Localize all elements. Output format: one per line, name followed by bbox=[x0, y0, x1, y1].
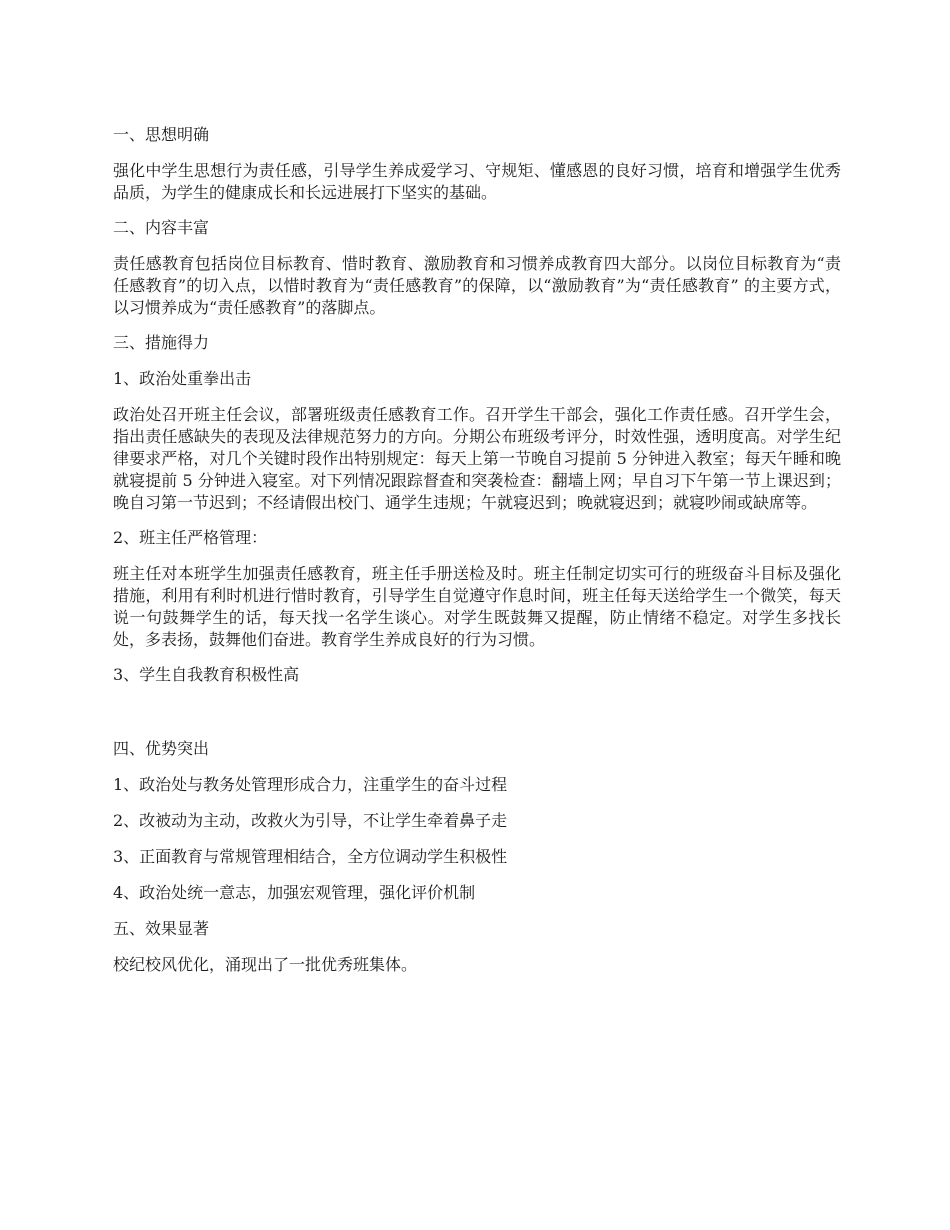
document-page bbox=[113, 124, 841, 990]
paragraph-3-2: 班主任对本班学生加强责任感教育，班主任手册送检及时。班主任制定切实可行的班级奋斗目标及强化措施，利用有利时机进行惜时教育，引导学生自觉遵守作息时间，班主任每天送给学生一个微笑，每天说一句鼓舞学生的话，每天找一名学生谈心。对学生既鼓舞又提醒，防止情绪不稳定。对学生多找长处，多表扬，鼓舞他们奋进。教育学生养成良好的行为习惯。 bbox=[113, 564, 841, 649]
section-heading-2: 二、内容丰富 bbox=[113, 218, 210, 237]
subheading-3-2: 2、班主任严格管理： bbox=[113, 528, 268, 547]
blank-line bbox=[113, 700, 841, 738]
list-item-4-2: 2、改被动为主动，改救火为引导，不让学生牵着鼻子走 bbox=[113, 811, 508, 830]
paragraph-2: 责任感教育包括岗位目标教育、惜时教育、激励教育和习惯养成教育四大部分。以岗位目标教育为“责任感教育”的切入点，以惜时教育为“责任感教育”的保障，以“激励教育”为“责任感教育” 的主要方式，以习惯养成为“责任感教育”的落脚点。 bbox=[113, 254, 841, 317]
section-heading-3: 三、措施得力 bbox=[113, 333, 210, 352]
paragraph-1: 强化中学生思想行为责任感，引导学生养成爱学习、守规矩、懂感恩的良好习惯，培育和增强学生优秀品质，为学生的健康成长和长远进展打下坚实的基础。 bbox=[113, 161, 841, 202]
subheading-3-3: 3、学生自我教育积极性高 bbox=[113, 665, 300, 684]
paragraph-5: 校纪校风优化，涌现出了一批优秀班集体。 bbox=[113, 955, 418, 974]
list-item-4-4: 4、政治处统一意志，加强宏观管理，强化评价机制 bbox=[113, 883, 476, 902]
section-heading-1: 一、思想明确 bbox=[113, 125, 210, 144]
list-item-4-1: 1、政治处与教务处管理形成合力，注重学生的奋斗过程 bbox=[113, 775, 508, 794]
section-heading-4: 四、优势突出 bbox=[113, 739, 210, 758]
list-item-4-3: 3、正面教育与常规管理相结合，全方位调动学生积极性 bbox=[113, 847, 508, 866]
section-heading-5: 五、效果显著 bbox=[113, 919, 210, 938]
paragraph-3-1: 政治处召开班主任会议，部署班级责任感教育工作。召开学生干部会，强化工作责任感。召开学生会，指出责任感缺失的表现及法律规范努力的方向。分期公布班级考评分，时效性强，透明度高。对学生纪律要求严格，对几个关键时段作出特别规定：每天上第一节晚自习提前 5 分钟进入教室；每天午睡和晚就寝提前 5 分钟进入寝室。对下列情况跟踪督查和突袭检查：翻墙上网；早自习下午第一节上课迟到；晚自习第一节迟到；不经请假出校门、通学生违规；午就寝迟到；晚就寝迟到；就寝吵闹或缺席等。 bbox=[113, 405, 841, 512]
subheading-3-1: 1、政治处重拳出击 bbox=[113, 369, 252, 388]
